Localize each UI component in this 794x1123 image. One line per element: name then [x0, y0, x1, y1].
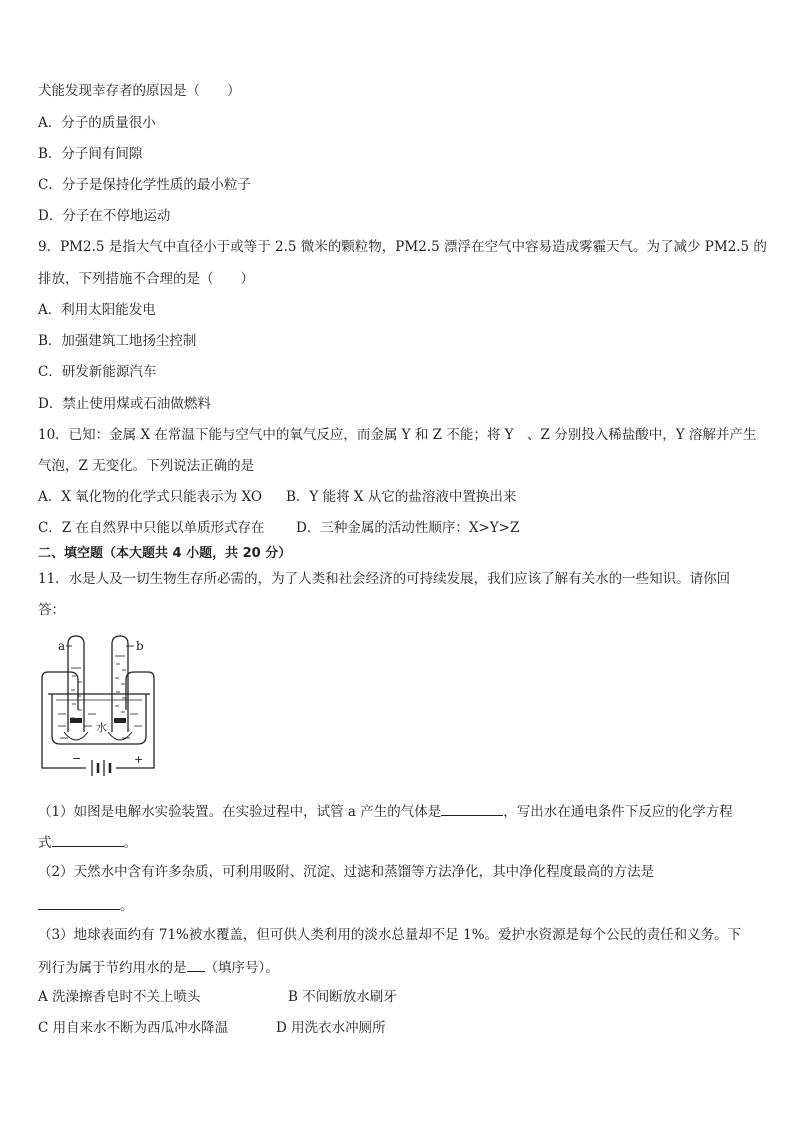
- q11-sub3-line2: [38, 957, 279, 977]
- q9-option-d: D．禁止使用煤或石油做燃料: [38, 396, 211, 412]
- test-tube-a: [68, 636, 84, 732]
- q11-choice-a: A 洗澡擦香皂时不关上喷头: [38, 989, 201, 1005]
- q11-choice-d: D 用洗衣水冲厕所: [276, 1020, 386, 1036]
- tube-b-water: [115, 656, 126, 712]
- q10-options-cd: [38, 519, 519, 537]
- answer-blank-choice[interactable]: [187, 957, 205, 972]
- beaker: [52, 694, 146, 744]
- q10-option-c: C．Z 在自然界中只能以单质形式存在: [38, 520, 265, 536]
- q11-stem-line1: 11．水是人及一切生物生存所必需的，为了人类和社会经济的可持续发展，我们应该了解有关水的一些知识。请你回: [38, 571, 731, 587]
- q8-option-b: B．分子间有间隙: [38, 146, 143, 162]
- electrode-b: [114, 718, 126, 723]
- q11-choice-c: C 用自来水不断为西瓜冲水降温: [38, 1020, 229, 1036]
- q10-option-d: D．三种金属的活动性顺序：X>Y>Z: [296, 520, 520, 536]
- q9-option-b: B．加强建筑工地扬尘控制: [38, 333, 197, 349]
- answer-blank-equation[interactable]: [52, 832, 124, 847]
- battery-plus-label: +: [134, 753, 144, 766]
- q11-sub1-end: 。: [123, 835, 137, 851]
- q10-option-b: B．Y 能将 X 从它的盐溶液中置换出来: [286, 489, 517, 505]
- q11-sub3-line1: （3）地球表面约有 71%被水覆盖，但可供人类利用的淡水总量却不足 1%。爱护水资源是每个公民的责任和义务。下: [38, 927, 742, 943]
- q11-sub1-line1: [38, 801, 733, 821]
- q11-sub2-line1: （2）天然水中含有许多杂质，可利用吸附、沉淀、过滤和蒸馏等方法净化，其中净化程度最高的方法是: [38, 864, 655, 880]
- section-heading: 二、填空题（本大题共 4 小题，共 20 分）: [38, 546, 292, 561]
- electrolysis-diagram: [38, 632, 168, 780]
- q8-option-c: C．分子是保持化学性质的最小粒子: [38, 177, 251, 193]
- q11-sub1-line2: [38, 832, 137, 852]
- q11-sub1-text-b: ，写出水在通电条件下反应的化学方程: [503, 804, 733, 820]
- q11-sub3-text-b: （填序号）。: [204, 960, 279, 976]
- q11-sub2-end: 。: [120, 898, 134, 914]
- tube-a-base: [64, 732, 88, 740]
- q8-stem: 犬能发现幸存者的原因是（ ）: [38, 83, 241, 99]
- q11-sub2-line2: [38, 895, 134, 915]
- q11-choice-b: B 不间断放水刷牙: [288, 989, 397, 1005]
- answer-blank-gas[interactable]: [441, 801, 503, 816]
- q10-option-a: A．X 氧化物的化学式只能表示为 XO: [38, 489, 262, 505]
- q9-option-c: C．研发新能源汽车: [38, 364, 157, 380]
- label-a: a: [58, 639, 66, 653]
- q9-stem-line2: 排放，下列措施不合理的是（ ）: [38, 271, 254, 287]
- answer-blank-method[interactable]: [38, 895, 120, 910]
- label-b: b: [136, 639, 144, 653]
- electrode-a: [70, 718, 82, 723]
- q9-option-a: A．利用太阳能发电: [38, 302, 156, 318]
- q11-choices-ab: [38, 988, 397, 1006]
- q11-stem-line2: 答：: [38, 602, 65, 618]
- q10-options-ab: [38, 488, 516, 506]
- q11-sub1-text-a: （1）如图是电解水实验装置。在实验过程中，试管 a 产生的气体是: [38, 804, 442, 820]
- q8-option-a: A．分子的质量很小: [38, 115, 156, 131]
- tube-b-base: [108, 732, 132, 740]
- q11-sub1-text-c: 式: [38, 835, 52, 851]
- q11-choices-cd: [38, 1019, 386, 1037]
- q10-stem-line1: 10．已知：金属 X 在常温下能与空气中的氧气反应，而金属 Y 和 Z 不能；将 Y 、Z 分别投入稀盐酸中，Y 溶解并产生: [38, 427, 757, 443]
- q9-stem-line1: 9．PM2.5 是指大气中直径小于或等于 2.5 微米的颗粒物，PM2.5 漂浮在空气中容易造成雾霾天气。为了减少 PM2.5 的: [38, 239, 767, 255]
- water-label: 水: [96, 721, 107, 734]
- q11-sub3-text-a: 列行为属于节约用水的是: [38, 960, 187, 976]
- q8-option-d: D．分子在不停地运动: [38, 208, 171, 224]
- battery-minus-label: −: [72, 752, 82, 765]
- q10-stem-line2: 气泡，Z 无变化。下列说法正确的是: [38, 458, 255, 474]
